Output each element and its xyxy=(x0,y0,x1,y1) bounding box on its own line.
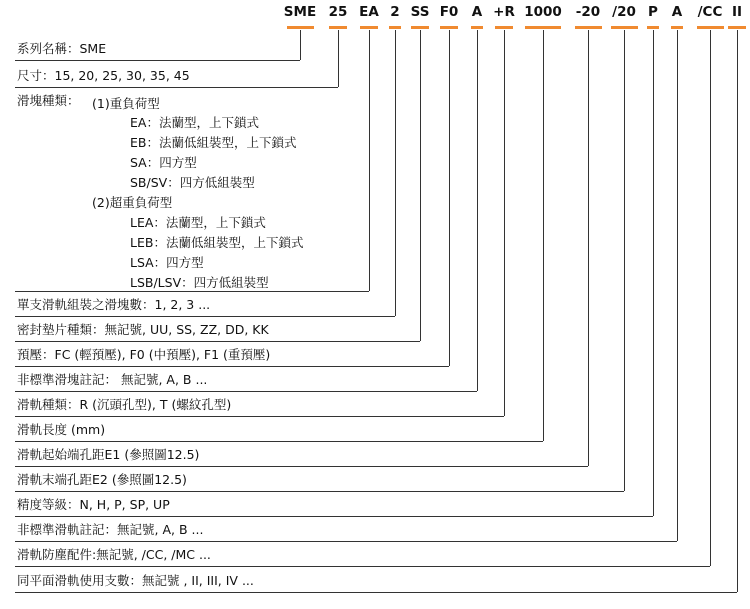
leader-horizontal xyxy=(15,416,504,417)
leader-horizontal xyxy=(15,60,300,61)
leader-vertical xyxy=(588,30,589,466)
code-underline xyxy=(611,26,638,29)
leader-horizontal xyxy=(15,391,477,392)
heavy-item-ea: EA：法蘭型，上下鎖式 xyxy=(130,115,259,130)
code-underline xyxy=(360,26,378,29)
code-underline xyxy=(329,26,347,29)
code-underline xyxy=(471,26,483,29)
code-underline xyxy=(728,26,746,29)
row-label-rails-per-plane: 同平面滑軌使用支數：無記號 , II, III, IV ... xyxy=(17,573,254,588)
row-label-preload: 預壓：FC (輕預壓), F0 (中預壓), F1 (重預壓) xyxy=(17,347,271,362)
leader-horizontal xyxy=(15,592,737,593)
code-preload: F0 xyxy=(439,4,459,20)
leader-vertical xyxy=(653,30,654,516)
leader-horizontal xyxy=(15,566,710,567)
leader-vertical xyxy=(477,30,478,391)
row-label-rail-length: 滑軌長度 (mm) xyxy=(17,422,106,437)
row-label-nonstd-rail: 非標準滑軌註記：無記號, A, B ... xyxy=(17,522,204,537)
code-underline xyxy=(575,26,602,29)
row-label-blocks-per-rail: 單支滑軌組裝之滑塊數：1, 2, 3 ... xyxy=(17,297,211,312)
leader-vertical xyxy=(737,30,738,592)
row-label-seal-type: 密封墊片種類：無記號, UU, SS, ZZ, DD, KK xyxy=(17,322,269,337)
leader-vertical xyxy=(369,30,370,291)
leader-vertical xyxy=(420,30,421,341)
leader-horizontal xyxy=(15,516,653,517)
leader-vertical xyxy=(624,30,625,491)
code-dust-accessory: /CC xyxy=(697,4,723,20)
row-label-rail-type: 滑軌種類：R (沉頭孔型), T (螺紋孔型) xyxy=(17,397,232,412)
row-label-dust-accessory: 滑軌防塵配件:無記號, /CC, /MC ... xyxy=(17,547,211,562)
code-block-type: EA xyxy=(359,4,379,20)
leader-horizontal xyxy=(15,316,395,317)
code-rails-per-plane: II xyxy=(731,4,743,20)
code-e1: -20 xyxy=(575,4,601,20)
super-item-lsa: LSA：四方型 xyxy=(130,255,204,270)
code-nonstd-block: A xyxy=(471,4,483,20)
leader-vertical xyxy=(338,30,339,87)
leader-horizontal xyxy=(15,491,624,492)
leader-horizontal-block-type xyxy=(15,291,369,292)
code-underline xyxy=(411,26,429,29)
leader-horizontal xyxy=(15,87,338,88)
code-underline xyxy=(440,26,458,29)
leader-vertical xyxy=(677,30,678,541)
code-seal-type: SS xyxy=(410,4,430,20)
leader-horizontal xyxy=(15,441,543,442)
row-label-e1: 滑軌起始端孔距E1 (參照圖12.5) xyxy=(17,447,200,462)
row-label-nonstd-block: 非標準滑塊註記： 無記號, A, B ... xyxy=(17,372,208,387)
code-underline xyxy=(697,26,724,29)
leader-horizontal xyxy=(15,341,420,342)
row-label-series: 系列名稱：SME xyxy=(17,41,107,56)
code-underline xyxy=(647,26,659,29)
code-underline xyxy=(495,26,513,29)
code-size: 25 xyxy=(328,4,348,20)
leader-vertical xyxy=(449,30,450,366)
code-underline xyxy=(525,26,561,29)
leader-vertical xyxy=(504,30,505,416)
code-e2: /20 xyxy=(612,4,636,20)
row-label-accuracy: 精度等級：N, H, P, SP, UP xyxy=(17,497,170,512)
leader-vertical xyxy=(543,30,544,441)
super-item-lsblsv: LSB/LSV：四方低組裝型 xyxy=(130,275,269,290)
code-nonstd-rail: A xyxy=(671,4,683,20)
super-item-leb: LEB：法蘭低組裝型，上下鎖式 xyxy=(130,235,304,250)
code-blocks-per-rail: 2 xyxy=(390,4,400,20)
code-accuracy: P xyxy=(648,4,658,20)
super-heavy-load-label: (2)超重負荷型 xyxy=(92,195,173,210)
leader-horizontal xyxy=(15,366,449,367)
code-rail-type: +R xyxy=(493,4,515,20)
leader-vertical xyxy=(300,30,301,60)
leader-vertical xyxy=(395,30,396,316)
leader-horizontal xyxy=(15,466,588,467)
heavy-load-label: (1)重負荷型 xyxy=(92,96,160,111)
leader-vertical xyxy=(710,30,711,566)
row-label-e2: 滑軌末端孔距E2 (參照圖12.5) xyxy=(17,472,187,487)
heavy-item-eb: EB：法蘭低組裝型，上下鎖式 xyxy=(130,135,297,150)
code-series: SME xyxy=(283,4,317,20)
heavy-item-sbsv: SB/SV：四方低組裝型 xyxy=(130,175,255,190)
code-rail-length: 1000 xyxy=(524,4,562,20)
code-underline xyxy=(389,26,401,29)
row-label-block-type: 滑塊種類： xyxy=(17,93,80,108)
leader-horizontal xyxy=(15,541,677,542)
code-underline xyxy=(287,26,314,29)
row-label-size: 尺寸：15, 20, 25, 30, 35, 45 xyxy=(17,68,190,83)
super-item-lea: LEA：法蘭型，上下鎖式 xyxy=(130,215,266,230)
heavy-item-sa: SA：四方型 xyxy=(130,155,197,170)
code-underline xyxy=(671,26,683,29)
